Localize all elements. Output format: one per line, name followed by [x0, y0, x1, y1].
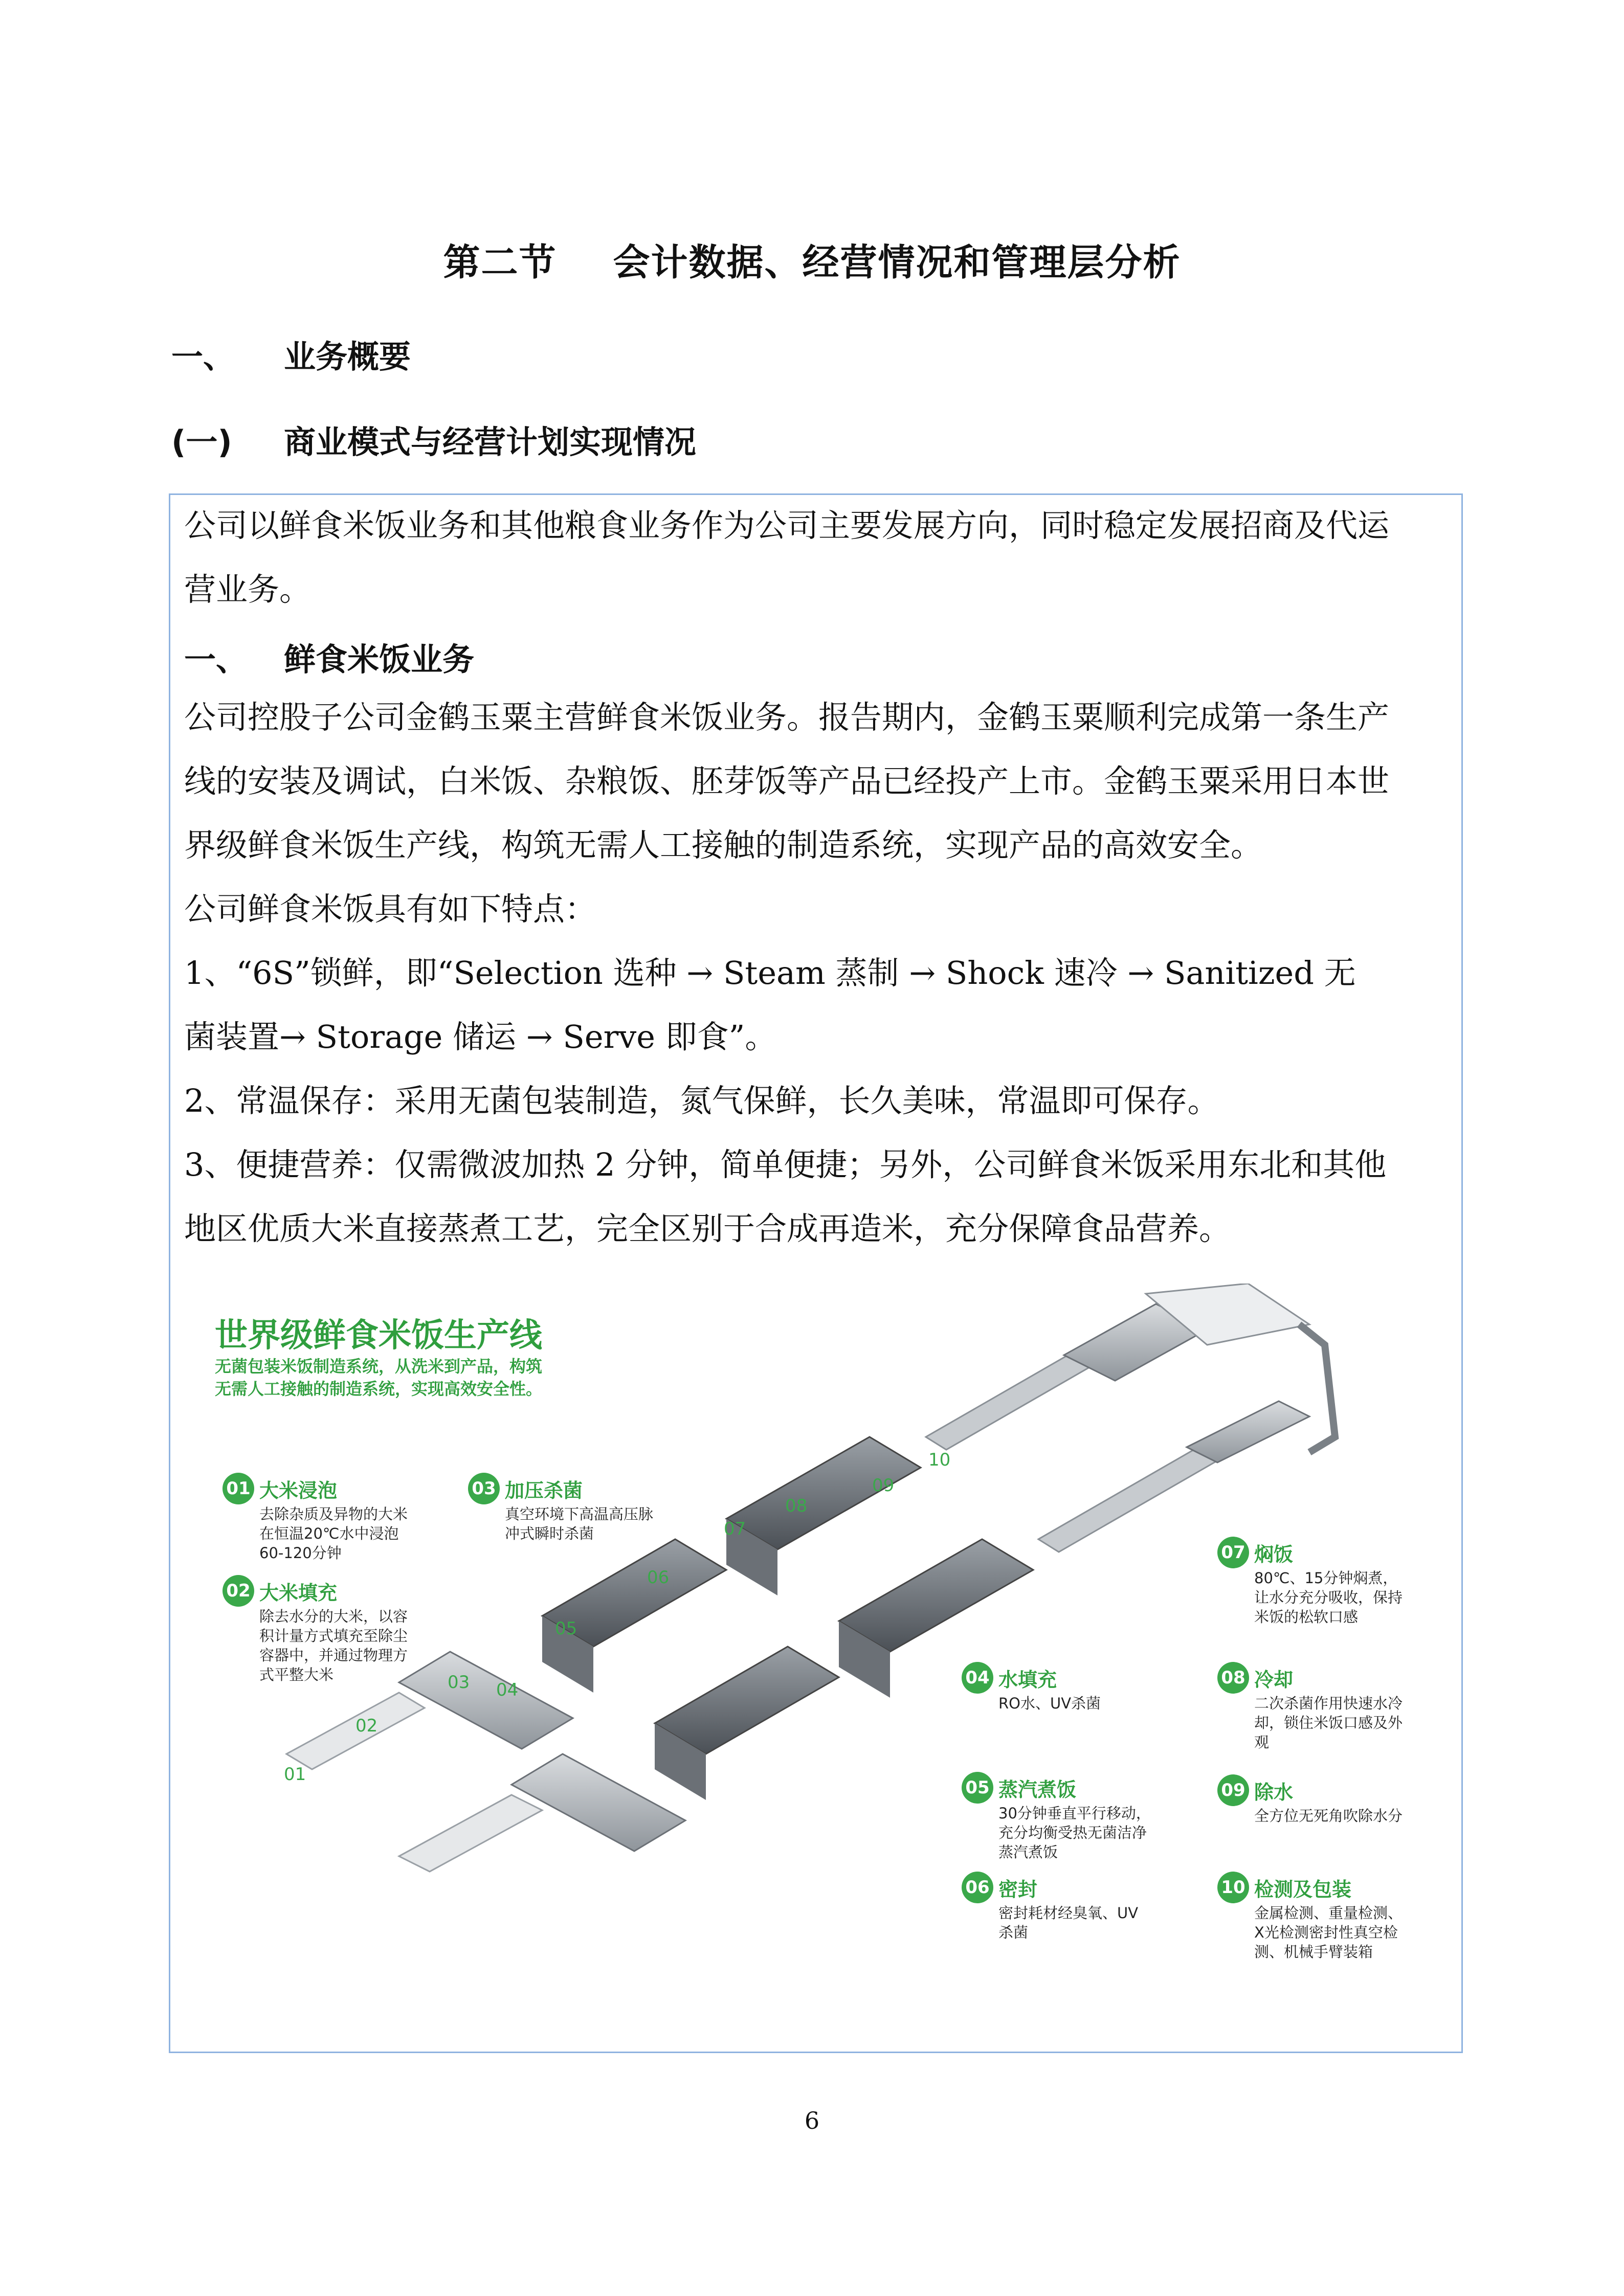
- heading-number: 一、: [184, 641, 248, 678]
- step-badge: 01: [223, 1473, 254, 1504]
- step-badge: 08: [1217, 1662, 1249, 1694]
- step-callout: [962, 1772, 1182, 1862]
- text-line: 公司鲜食米饭具有如下特点：: [184, 890, 597, 928]
- step-callout: [962, 1662, 1182, 1713]
- machine-label: 04: [496, 1680, 519, 1700]
- text-line: 2、常温保存：采用无菌包装制造，氮气保鲜，长久美味，常温即可保存。: [184, 1082, 1219, 1119]
- step-title: 除水: [1254, 1781, 1294, 1804]
- step-desc: 米饭的松软口感: [1254, 1608, 1359, 1626]
- text-line: 菌装置→ Storage 储运 → Serve 即食”。: [184, 1018, 777, 1055]
- step-desc: RO水、UV杀菌: [998, 1695, 1101, 1712]
- subtitle-line: 无需人工接触的制造系统，实现高效安全性。: [215, 1379, 543, 1399]
- text-line: 界级鲜食米饭生产线，构筑无需人工接触的制造系统，实现产品的高效安全。: [184, 826, 1263, 864]
- step-desc: 60-120分钟: [259, 1544, 342, 1562]
- step-desc: 在恒温20℃水中浸泡: [259, 1525, 399, 1542]
- step-desc: 积计量方式填充至除尘: [259, 1627, 408, 1645]
- step-desc: 去除杂质及异物的大米: [259, 1505, 408, 1523]
- machine-label: 03: [448, 1672, 470, 1693]
- machine-label: 07: [724, 1519, 746, 1539]
- step-desc: 容器中，并通过物理方: [259, 1647, 408, 1664]
- subheading-fresh-rice: [184, 634, 474, 680]
- text-line: 公司以鲜食米饭业务和其他粮食业务作为公司主要发展方向，同时稳定发展招商及代运: [184, 507, 1390, 544]
- step-desc: 式平整大米: [259, 1666, 334, 1683]
- step-title: 大米填充: [259, 1581, 338, 1604]
- step-desc: 30分钟垂直平行移动，: [998, 1805, 1151, 1822]
- step-badge: 07: [1217, 1537, 1249, 1568]
- step-desc: 二次杀菌作用快速水冷: [1254, 1695, 1403, 1712]
- step-callout: [223, 1575, 468, 1684]
- step-title: 加压杀菌: [505, 1479, 583, 1502]
- figure-title: 世界级鲜食米饭生产线: [215, 1317, 542, 1355]
- step-title: 大米浸泡: [259, 1479, 338, 1502]
- machine-label: 10: [928, 1450, 951, 1470]
- step-badge: 03: [468, 1473, 500, 1504]
- text-line: 公司控股子公司金鹤玉粟主营鲜食米饭业务。报告期内，金鹤玉粟顺利完成第一条生产: [184, 699, 1390, 736]
- step-callout: [1217, 1662, 1442, 1752]
- production-line-figure: [184, 1284, 1453, 1979]
- step-callout: [1217, 1872, 1442, 1962]
- step-title: 水填充: [998, 1668, 1057, 1691]
- step-title: 蒸汽煮饭: [998, 1778, 1077, 1801]
- page-number: 6: [804, 2107, 820, 2134]
- step-badge: 10: [1217, 1872, 1249, 1903]
- intro-paragraph: [184, 493, 1442, 621]
- step-desc: 80℃、15分钟焖煮，: [1254, 1569, 1398, 1587]
- step-desc: 充分均衡受热无菌洁净: [998, 1824, 1147, 1841]
- text-line: 3、便捷营养：仅需微波加热 2 分钟，简单便捷；另外，公司鲜食米饭采用东北和其他: [184, 1146, 1387, 1183]
- step-callout: [468, 1473, 714, 1543]
- section-number: 第二节: [443, 241, 557, 284]
- step-title: 焖饭: [1254, 1543, 1294, 1566]
- step-title: 冷却: [1254, 1668, 1294, 1691]
- heading-text: 商业模式与经营计划实现情况: [284, 423, 697, 461]
- step-desc: 让水分充分吸收，保持: [1254, 1589, 1403, 1606]
- machine-label: 06: [647, 1567, 670, 1588]
- machine-label: 08: [785, 1496, 808, 1516]
- step-desc: 冲式瞬时杀菌: [505, 1525, 594, 1542]
- paragraph-subsidiary: [184, 685, 1442, 1260]
- section-title-text: 会计数据、经营情况和管理层分析: [613, 241, 1181, 284]
- step-callout: [1217, 1774, 1442, 1826]
- step-title: 检测及包装: [1254, 1878, 1352, 1901]
- text-line: 1、“6S”锁鲜，即“Selection 选种 → Steam 蒸制 → Shock 速冷 → Sanitized 无: [184, 954, 1356, 992]
- heading-business-model: [171, 417, 696, 462]
- machine-label: 09: [872, 1475, 895, 1496]
- step-callout: [962, 1872, 1182, 1942]
- heading-number: (一): [171, 423, 232, 461]
- step-badge: 06: [962, 1872, 993, 1903]
- step-desc: 却，锁住米饭口感及外: [1254, 1714, 1403, 1731]
- text-line: 地区优质大米直接蒸煮工艺，完全区别于合成再造米，充分保障食品营养。: [184, 1210, 1231, 1247]
- heading-business-overview: [171, 331, 411, 377]
- step-desc: 观: [1254, 1734, 1270, 1751]
- step-desc: 蒸汽煮饭: [998, 1843, 1058, 1861]
- step-desc: 除去水分的大米，以容: [259, 1608, 408, 1625]
- step-desc: 金属检测、重量检测、: [1254, 1904, 1403, 1922]
- step-callout: [223, 1473, 468, 1563]
- step-title: 密封: [998, 1878, 1038, 1901]
- step-desc: 真空环境下高温高压脉: [505, 1505, 654, 1523]
- machine-label: 05: [555, 1618, 577, 1639]
- heading-text: 鲜食米饭业务: [284, 641, 475, 678]
- machine-label: 02: [355, 1716, 378, 1736]
- step-desc: X光检测密封性真空检: [1254, 1924, 1398, 1941]
- heading-text: 业务概要: [284, 338, 411, 375]
- step-badge: 05: [962, 1772, 993, 1804]
- step-badge: 02: [223, 1575, 254, 1607]
- machine-label: 01: [284, 1764, 306, 1785]
- subtitle-line: 无菌包装米饭制造系统，从洗米到产品，构筑: [215, 1357, 543, 1376]
- text-line: 营业务。: [184, 571, 312, 608]
- heading-number: 一、: [171, 338, 235, 375]
- step-badge: 04: [962, 1662, 993, 1694]
- step-callout: [1217, 1537, 1442, 1627]
- text-line: 线的安装及调试，白米饭、杂粮饭、胚芽饭等产品已经投产上市。金鹤玉粟采用日本世: [184, 762, 1390, 800]
- section-title: [0, 233, 1624, 286]
- step-desc: 杀菌: [998, 1924, 1029, 1941]
- step-desc: 测、机械手臂装箱: [1254, 1943, 1373, 1961]
- step-badge: 09: [1217, 1774, 1249, 1806]
- step-desc: 全方位无死角吹除水分: [1254, 1807, 1403, 1825]
- step-desc: 密封耗材经臭氧、UV: [998, 1904, 1139, 1922]
